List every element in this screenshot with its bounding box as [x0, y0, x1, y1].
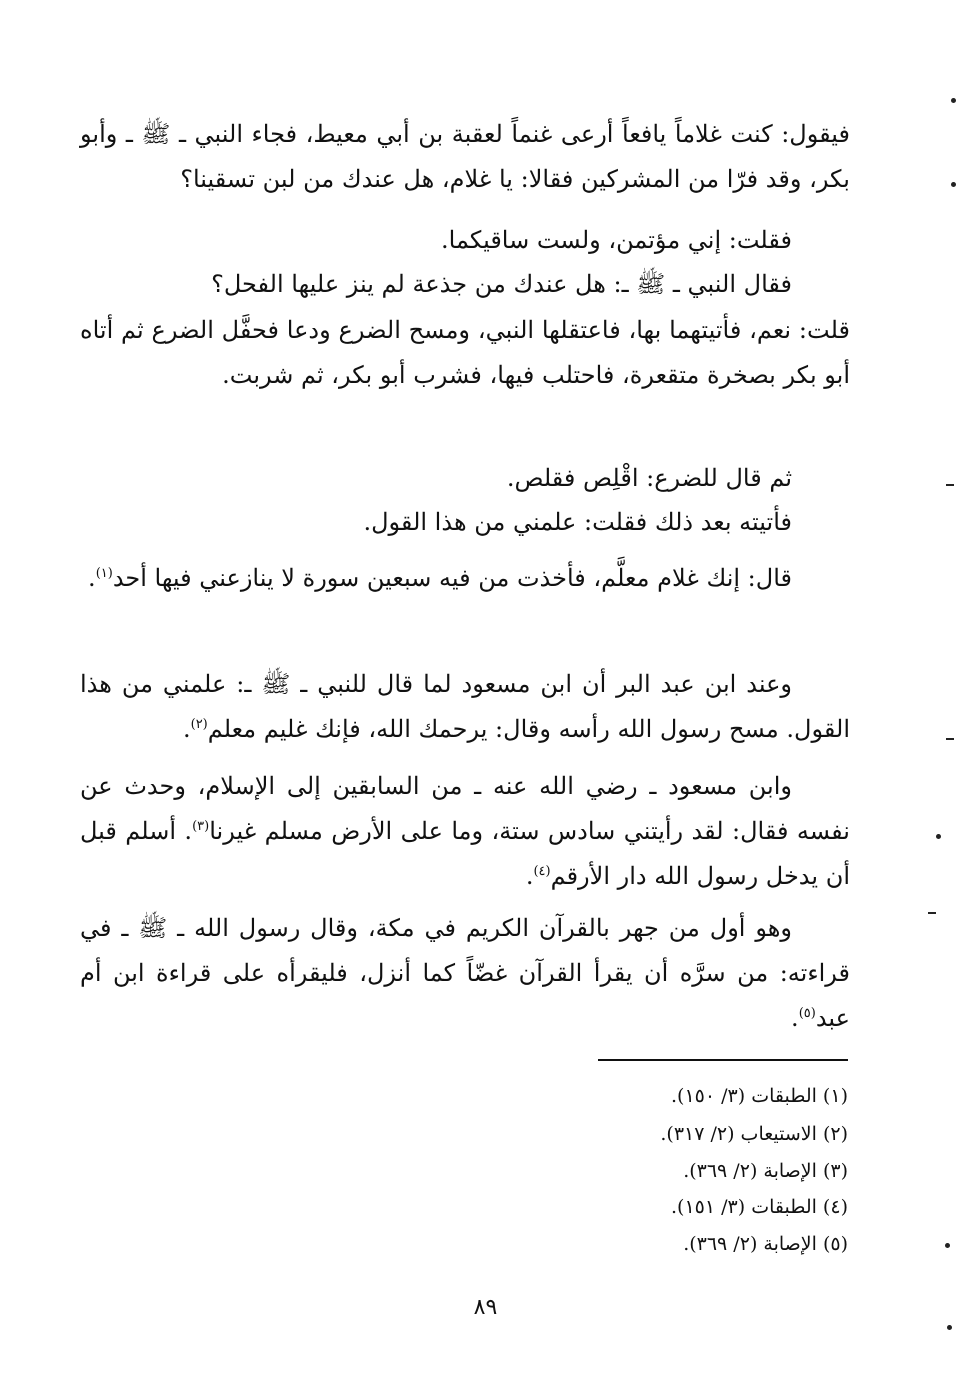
- scan-mark: [951, 182, 956, 187]
- paragraph-7-text: قال: إنك غلام معلَّم، فأخذت من فيه سبعين سورة لا ينازعني فيها أحد: [112, 564, 792, 592]
- paragraph-9-tail2: .: [525, 862, 534, 890]
- paragraph-7: [80, 556, 850, 601]
- scan-mark: [951, 98, 956, 103]
- scan-mark: [947, 1325, 952, 1330]
- paragraph-10-text: وهو أول من جهر بالقرآن الكريم في مكة، وقال رسول الله ـ ﷺ ـ في قراءته: من سرَّه أن يقرأ القرآن غضّاً كما أنزل، فليقرأه على قراءة ابن أم عبد: [80, 914, 850, 1032]
- paragraph-2-text: فقلت: إني مؤتمن، ولست ساقيكما.: [441, 226, 792, 254]
- paragraph-2: [80, 218, 850, 263]
- footnote-ref-1[interactable]: (١): [95, 566, 113, 581]
- footnote-ref-4[interactable]: (٤): [533, 864, 551, 879]
- paragraph-9-tail: . أسلم قبل أن يدخل رسول الله دار الأرقم: [80, 817, 850, 890]
- footnote-ref-2[interactable]: (٢): [190, 717, 208, 732]
- paragraph-7-tail: .: [88, 564, 96, 592]
- paragraph-1-text: فيقول: كنت غلاماً يافعاً أرعى غنماً لعقبة بن أبي معيط، فجاء النبي ـ ﷺ ـ وأبو بكر، وقد فرّا من المشركين فقالا: يا غلام، هل عندك من لبن تسقينا؟: [80, 120, 851, 193]
- paragraph-8-tail: .: [182, 715, 191, 743]
- scan-mark: [945, 1243, 950, 1248]
- paragraph-6: [80, 500, 850, 545]
- paragraph-5: [80, 456, 850, 501]
- paragraph-6-text: فأتيته بعد ذلك فقلت: علمني من هذا القول.: [363, 508, 792, 536]
- footnote-4: (٤) الطبقات (٣/ ١٥١).: [671, 1196, 848, 1218]
- page-number: ٨٩: [473, 1295, 498, 1320]
- footnote-5: (٥) الإصابة (٢/ ٣٦٩).: [683, 1233, 848, 1255]
- footnote-separator: [598, 1059, 848, 1061]
- paragraph-10: [80, 906, 850, 1041]
- paragraph-3-text: فقال النبي ـ ﷺ ـ: هل عندك من جذعة لم ينز عليها الفحل؟: [211, 270, 792, 298]
- paragraph-10-tail: .: [791, 1004, 799, 1032]
- paragraph-8: [80, 662, 850, 752]
- footnote-ref-5[interactable]: (٥): [798, 1006, 816, 1021]
- paragraph-9-text: وابن مسعود ـ رضي الله عنه ـ من السابقين إلى الإسلام، وحدث عن نفسه فقال: لقد رأيتني سادس ستة، وما على الأرض مسلم غيرنا: [80, 772, 850, 845]
- footnote-1: (١) الطبقات (٣/ ١٥٠).: [671, 1085, 848, 1107]
- scan-mark: [946, 484, 954, 486]
- footnote-ref-3[interactable]: (٣): [192, 819, 210, 834]
- paragraph-8-text: وعند ابن عبد البر أن ابن مسعود لما قال للنبي ـ ﷺ ـ: علمني من هذا القول. مسح رسول الله رأسه وقال: يرحمك الله، فإنك غليم معلم: [80, 670, 850, 743]
- footnote-3: (٣) الإصابة (٢/ ٣٦٩).: [683, 1160, 848, 1182]
- scan-mark: [946, 738, 954, 740]
- paragraph-1: [80, 112, 850, 202]
- scan-mark: [936, 834, 941, 839]
- scan-mark: [928, 912, 936, 914]
- paragraph-4: [80, 308, 850, 398]
- footnote-2: (٢) الاستيعاب (٢/ ٣١٧).: [660, 1123, 848, 1145]
- paragraph-4-text: قلت: نعم، فأتيتهما بها، فاعتقلها النبي، ومسح الضرع ودعا فحفَّل الضرع ثم أتاه أبو بكر بصخرة متقعرة، فاحتلب فيها، فشرب أبو بكر، ثم شربت.: [80, 316, 850, 389]
- paragraph-5-text: ثم قال للضرع: اقْلِص فقلص.: [506, 464, 792, 492]
- paragraph-9: [80, 764, 850, 899]
- paragraph-3: [80, 262, 850, 307]
